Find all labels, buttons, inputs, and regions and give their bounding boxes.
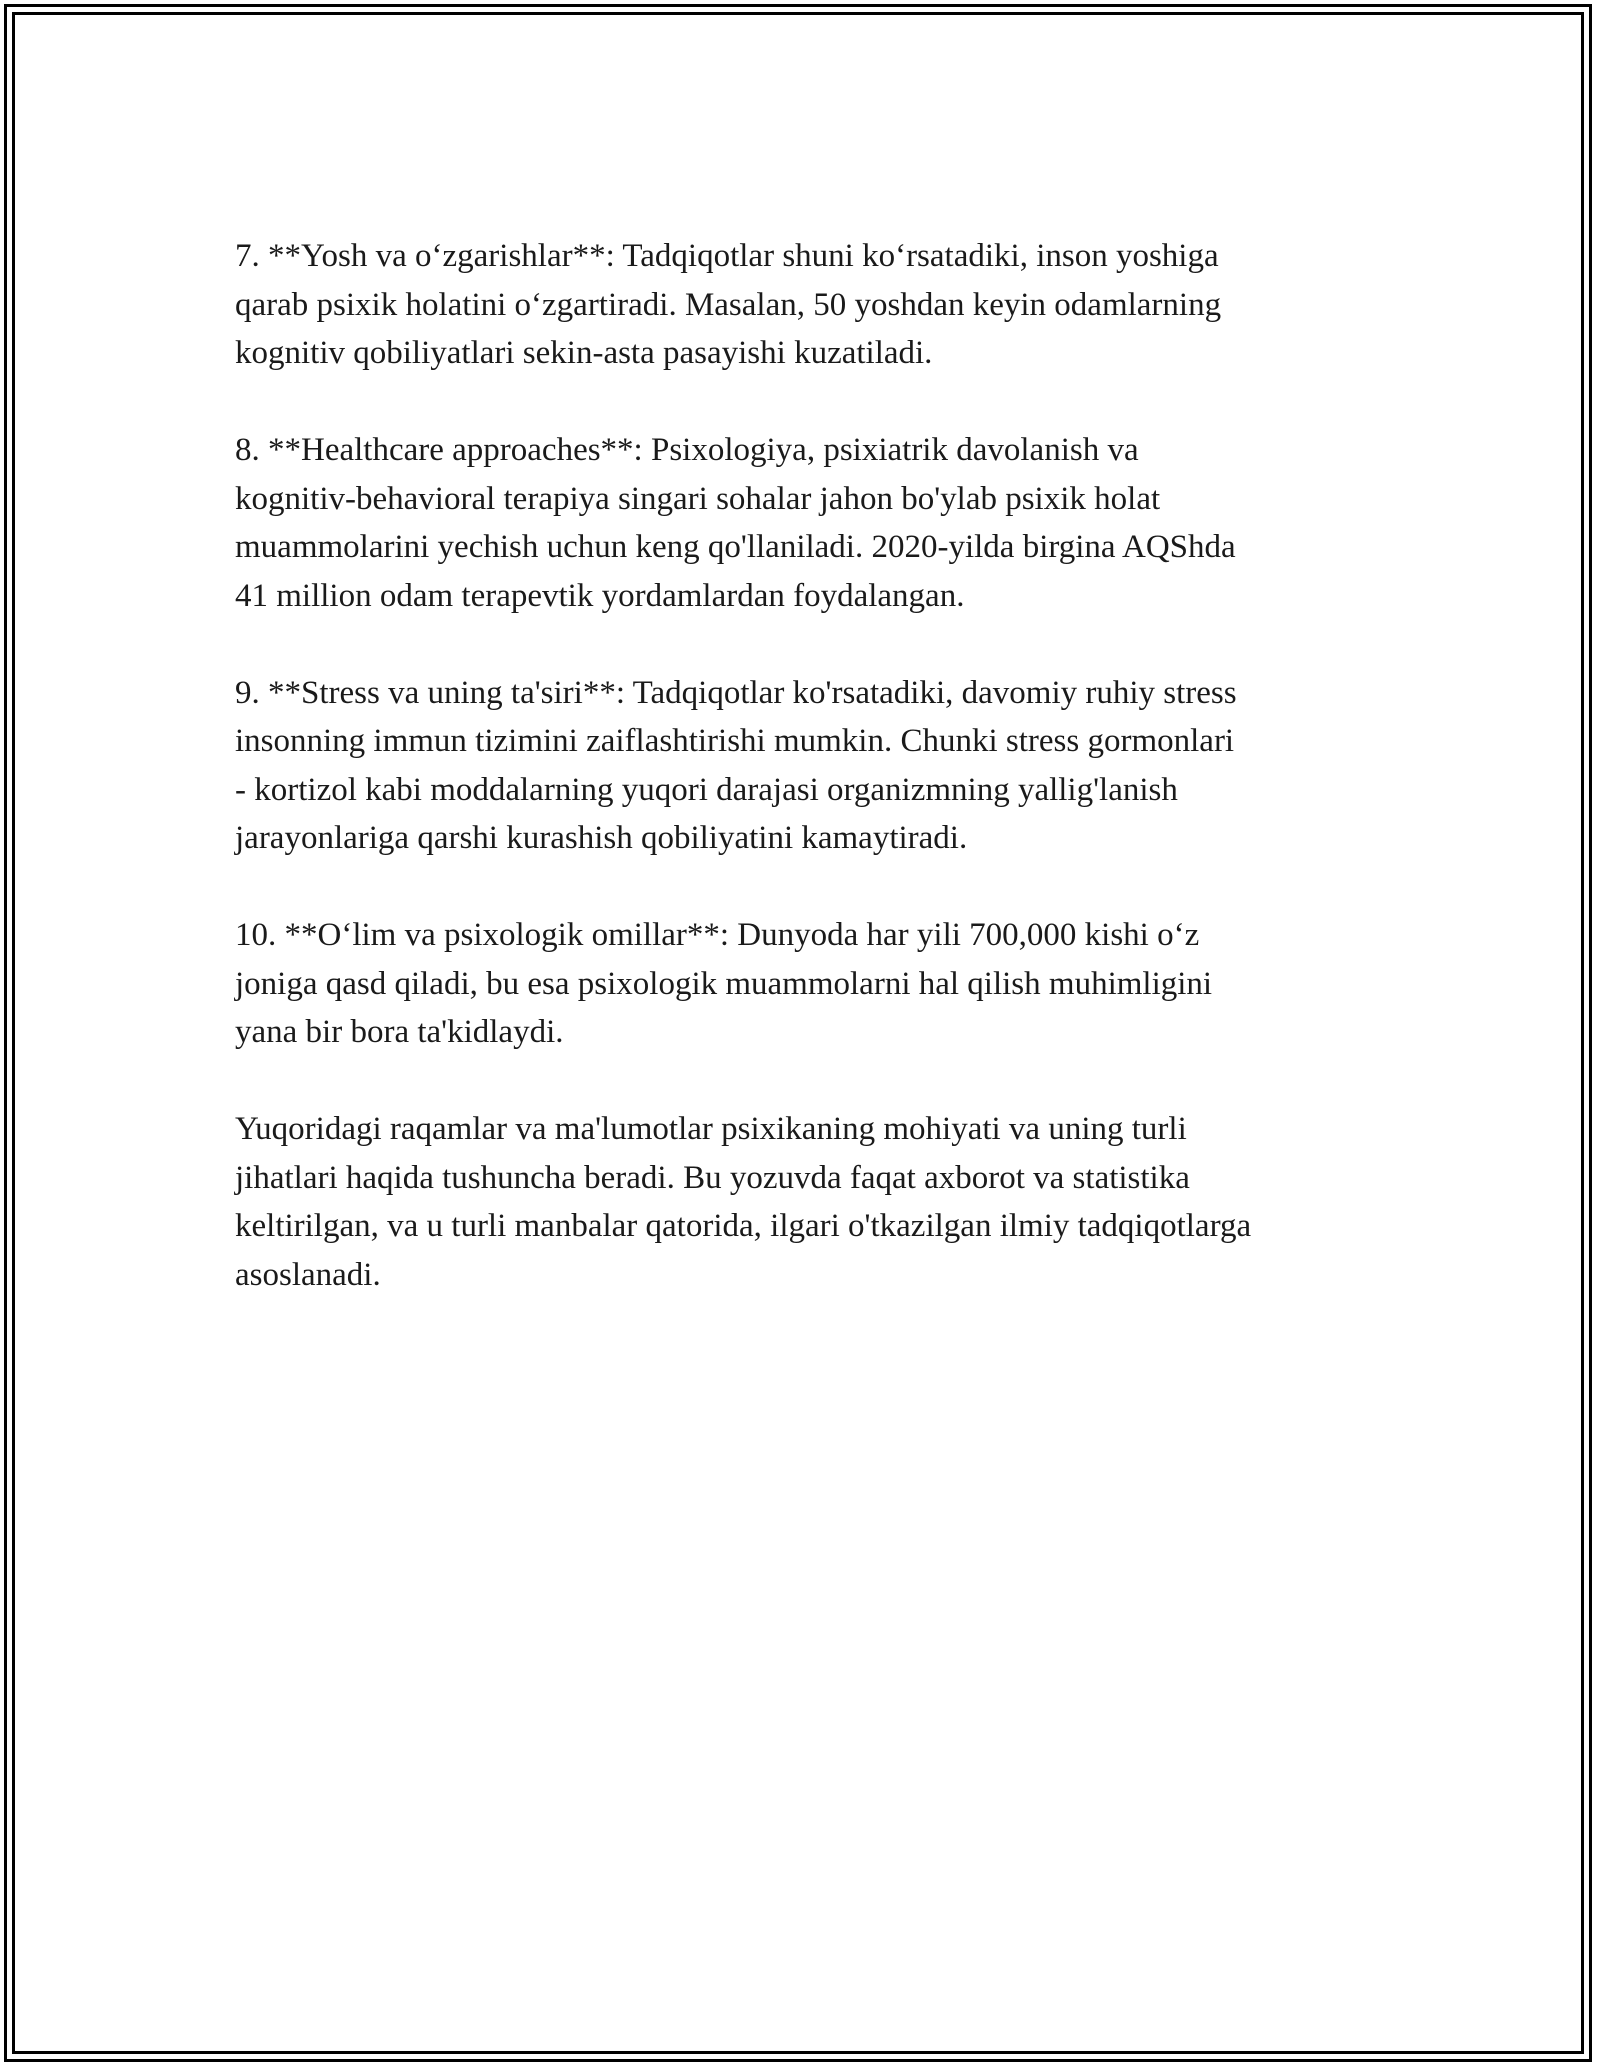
paragraph-item-9: 9. **Stress va uning ta'siri**: Tadqiqotlar ko'rsatadiki, davomiy ruhiy stress insonning immun tizimini zaiflashtirishi mumkin. Chunki stress gormonlari - kortizol kabi moddalarning yuqori darajasi organizmning yallig'lanish jarayonlariga qarshi kurashish qobiliyatini kamaytiradi.: [235, 674, 1237, 856]
paragraph-item-10: 10. **O‘lim va psixologik omillar**: Dunyoda har yili 700,000 kishi o‘z joniga qasd qiladi, bu esa psixologik muammolarni hal qilish muhimligini yana bir bora ta'kidlaydi.: [235, 917, 1213, 1050]
paragraph-item-8: 8. **Healthcare approaches**: Psixologiya, psixiatrik davolanish va kognitiv-behavioral terapiya singari sohalar jahon bo'ylab psixik holat muammolarini yechish uchun keng qo'llaniladi. 2020-yilda birgina AQShda 41 million odam terapevtik yordamlardan foydalangan.: [235, 432, 1236, 614]
paragraph-item-7: 7. **Yosh va o‘zgarishlar**: Tadqiqotlar shuni ko‘rsatadiki, inson yoshiga qarab psixik holatini o‘zgartiradi. Masalan, 50 yoshdan keyin odamlarning kognitiv qobiliyatlari sekin-asta pasayishi kuzatiladi.: [235, 238, 1222, 371]
paragraph-conclusion: Yuqoridagi raqamlar va ma'lumotlar psixikaning mohiyati va uning turli jihatlari haqida tushuncha beradi. Bu yozuvda faqat axborot va statistika keltirilgan, va u turli manbalar qatorida, ilgari o'tkazilgan ilmiy tadqiqotlarga asoslanadi.: [235, 1111, 1252, 1293]
document-body: [235, 232, 1395, 1348]
